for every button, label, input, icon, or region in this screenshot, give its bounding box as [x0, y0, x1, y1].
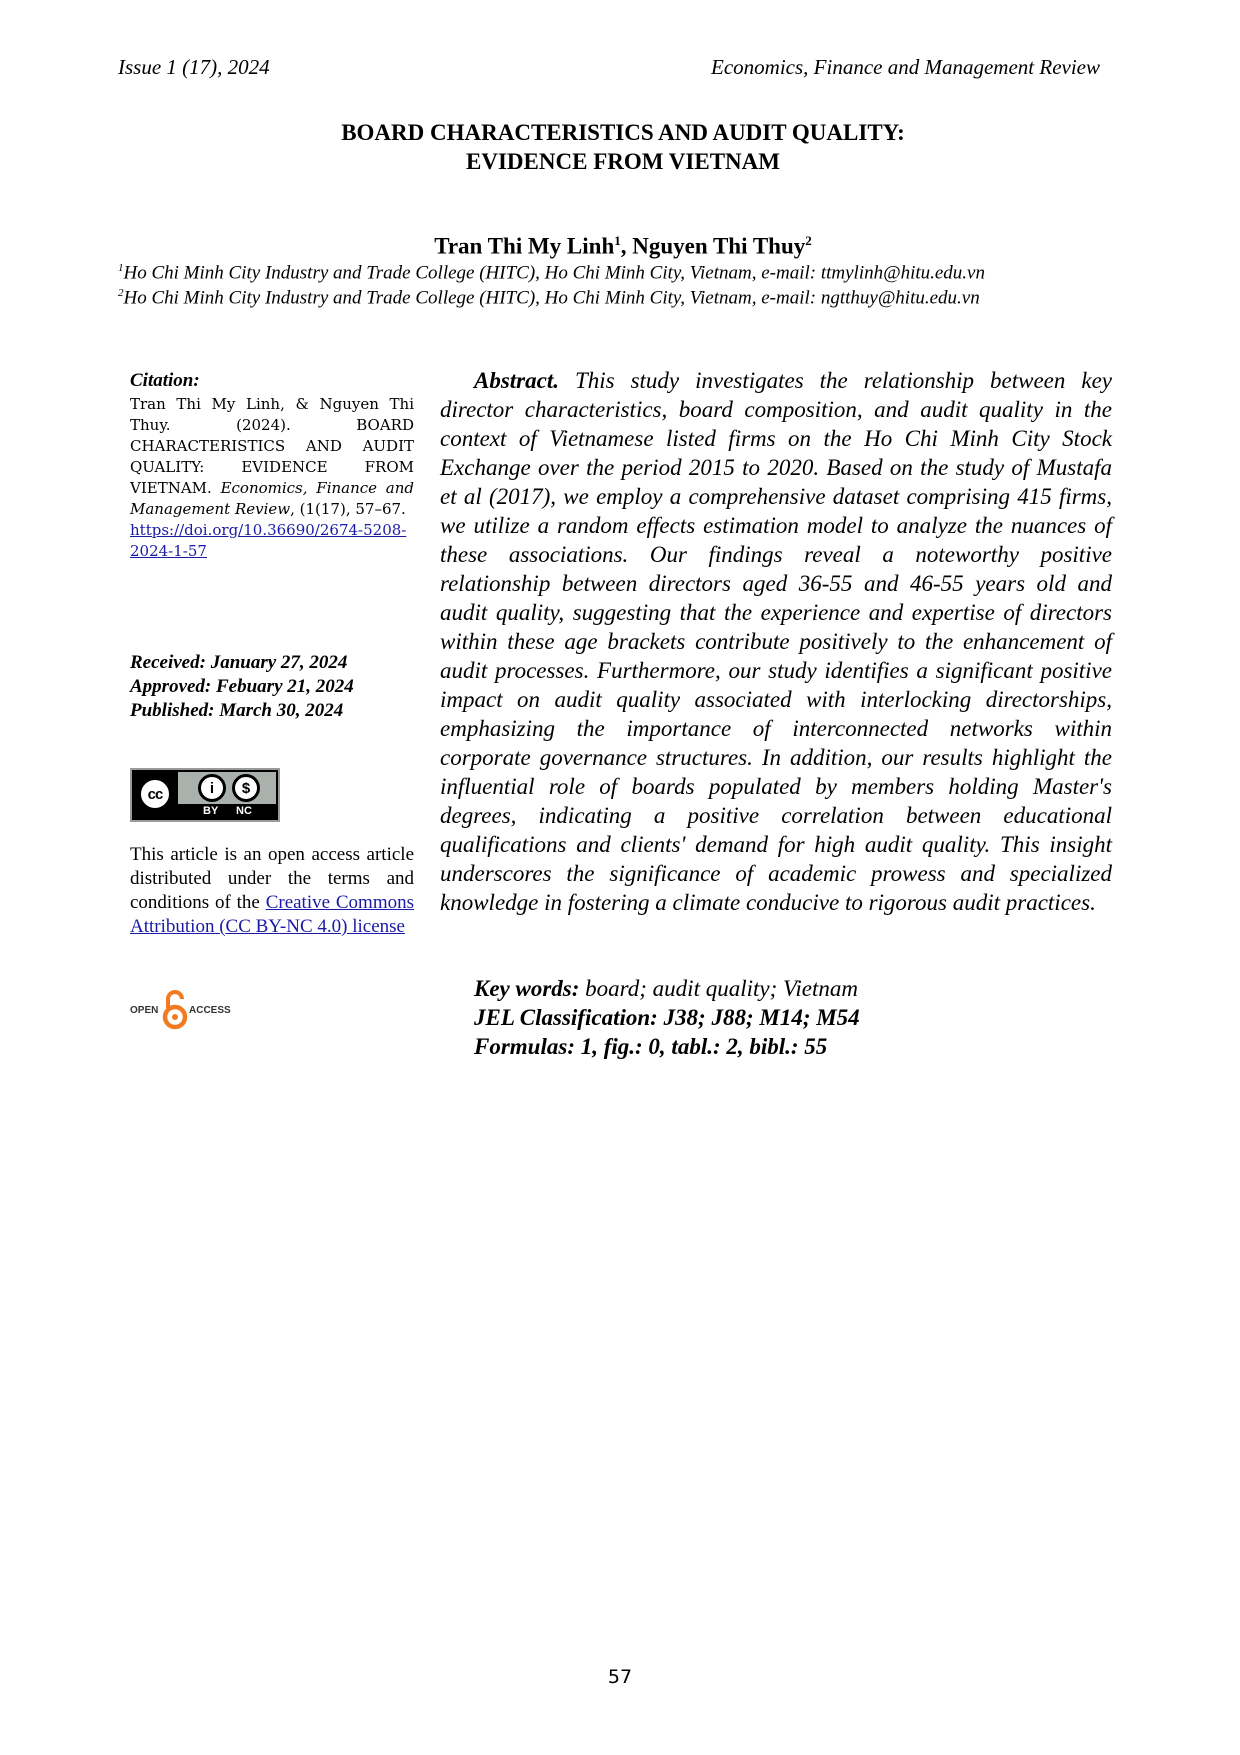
affiliation-2: [118, 287, 1128, 309]
license-link[interactable]: Creative Commons Attribution (CC BY-NC 4.0) license: [130, 892, 414, 937]
open-access-logo: [130, 990, 240, 1030]
abstract-paragraph: [440, 366, 1112, 917]
citation-text-end: , (1(17), 57–67.: [290, 500, 406, 518]
license-statement: [130, 843, 414, 939]
affiliation-2-text: Ho Chi Minh City Industry and Trade College (HITC), Ho Chi Minh City, Vietnam, e-mail: ngtthuy@hitu.edu.vn: [123, 287, 980, 309]
open-access-access-word: ACCESS: [189, 1005, 231, 1016]
citation-heading: Citation:: [130, 370, 200, 391]
approved-date: Approved: Febuary 21, 2024: [130, 676, 354, 697]
received-date: Received: January 27, 2024: [130, 652, 348, 673]
doi-link[interactable]: https://doi.org/10.36690/2674-5208-2024-1-57: [130, 521, 407, 560]
license-text: This article is an open access article distributed under the terms and conditions of the: [130, 844, 414, 913]
dates-block: [130, 651, 414, 723]
abstract-label: Abstract.: [474, 368, 559, 393]
citation-text: [130, 394, 414, 562]
author-1-sup: 1: [614, 233, 621, 248]
running-header: [118, 55, 1100, 80]
author-2: Nguyen Thi Thuy: [632, 233, 806, 259]
paper-title: [118, 118, 1128, 176]
by-label: BY: [203, 805, 219, 817]
title-line-2: EVIDENCE FROM VIETNAM: [466, 149, 780, 174]
author-list: [118, 233, 1128, 260]
author-separator: ,: [620, 233, 633, 259]
cc-by-nc-badge[interactable]: [130, 768, 280, 822]
affiliation-1-text: Ho Chi Minh City Industry and Trade College (HITC), Ho Chi Minh City, Vietnam, e-mail: ttmylinh@hitu.edu.vn: [123, 262, 985, 284]
page-number: 57: [607, 1666, 633, 1688]
attribution-icon: i: [198, 774, 226, 802]
affiliation-1: [118, 262, 1128, 284]
noncommercial-icon: $: [232, 774, 260, 802]
journal-name: Economics, Finance and Management Review: [711, 55, 1100, 79]
abstract: [440, 366, 1112, 917]
title-line-1: BOARD CHARACTERISTICS AND AUDIT QUALITY:: [341, 120, 905, 145]
keywords: [474, 974, 1114, 1003]
open-access-open-word: OPEN: [130, 1005, 159, 1016]
cc-icon: cc: [137, 776, 173, 812]
keywords-label: Key words:: [474, 976, 580, 1001]
affiliation-1-sup: 1: [118, 262, 124, 274]
citation-block: [130, 370, 414, 562]
keywords-text: board; audit quality; Vietnam: [579, 976, 858, 1001]
published-date: Published: March 30, 2024: [130, 700, 344, 721]
jel-classification: JEL Classification: J38; J88; M14; M54: [474, 1005, 860, 1030]
nc-label: NC: [236, 805, 252, 817]
author-1: Tran Thi My Linh: [434, 233, 615, 259]
citation-journal: Economics, Finance and Management Review: [130, 479, 414, 518]
issue-label: Issue 1 (17), 2024: [118, 55, 270, 79]
citation-text-start: Tran Thi My Linh, & Nguyen Thi Thuy. (2024). BOARD CHARACTERISTICS AND AUDIT QUALITY: EVIDENCE FROM VIETNAM.: [130, 395, 414, 497]
open-lock-icon: [162, 990, 188, 1030]
affiliation-2-sup: 2: [118, 287, 124, 299]
author-2-sup: 2: [805, 233, 812, 248]
abstract-text: This study investigates the relationship between key director characteristics, board composition, and audit quality in the context of Vietnamese listed firms on the Ho Chi Minh City Stock Exchange over the period 2015 to 2020. Based on the study of Mustafa et al (2017), we employ a comprehensive dataset comprising 415 firms, we utilize a random effects estimation model to analyze the nuances of these associations. Our findings reveal a noteworthy positive relationship between directors aged 36-55 and 46-55 years old and audit quality, suggesting that the experience and expertise of directors within these age brackets contribute positively to the enhancement of audit processes. Furthermore, our study identifies a significant positive impact on audit quality associated with interlocking directorships, emphasizing the importance of interconnected networks within corporate governance structures. In addition, our results highlight the influential role of boards populated by members holding Master's degrees, indicating a positive correlation between educational qualifications and clients' demand for high audit quality. This insight underscores the significance of academic prowess and specialized knowledge in fostering a climate conducive to rigorous audit practices.: [440, 368, 1112, 915]
formulas-count: Formulas: 1, fig.: 0, tabl.: 2, bibl.: 55: [474, 1034, 828, 1059]
